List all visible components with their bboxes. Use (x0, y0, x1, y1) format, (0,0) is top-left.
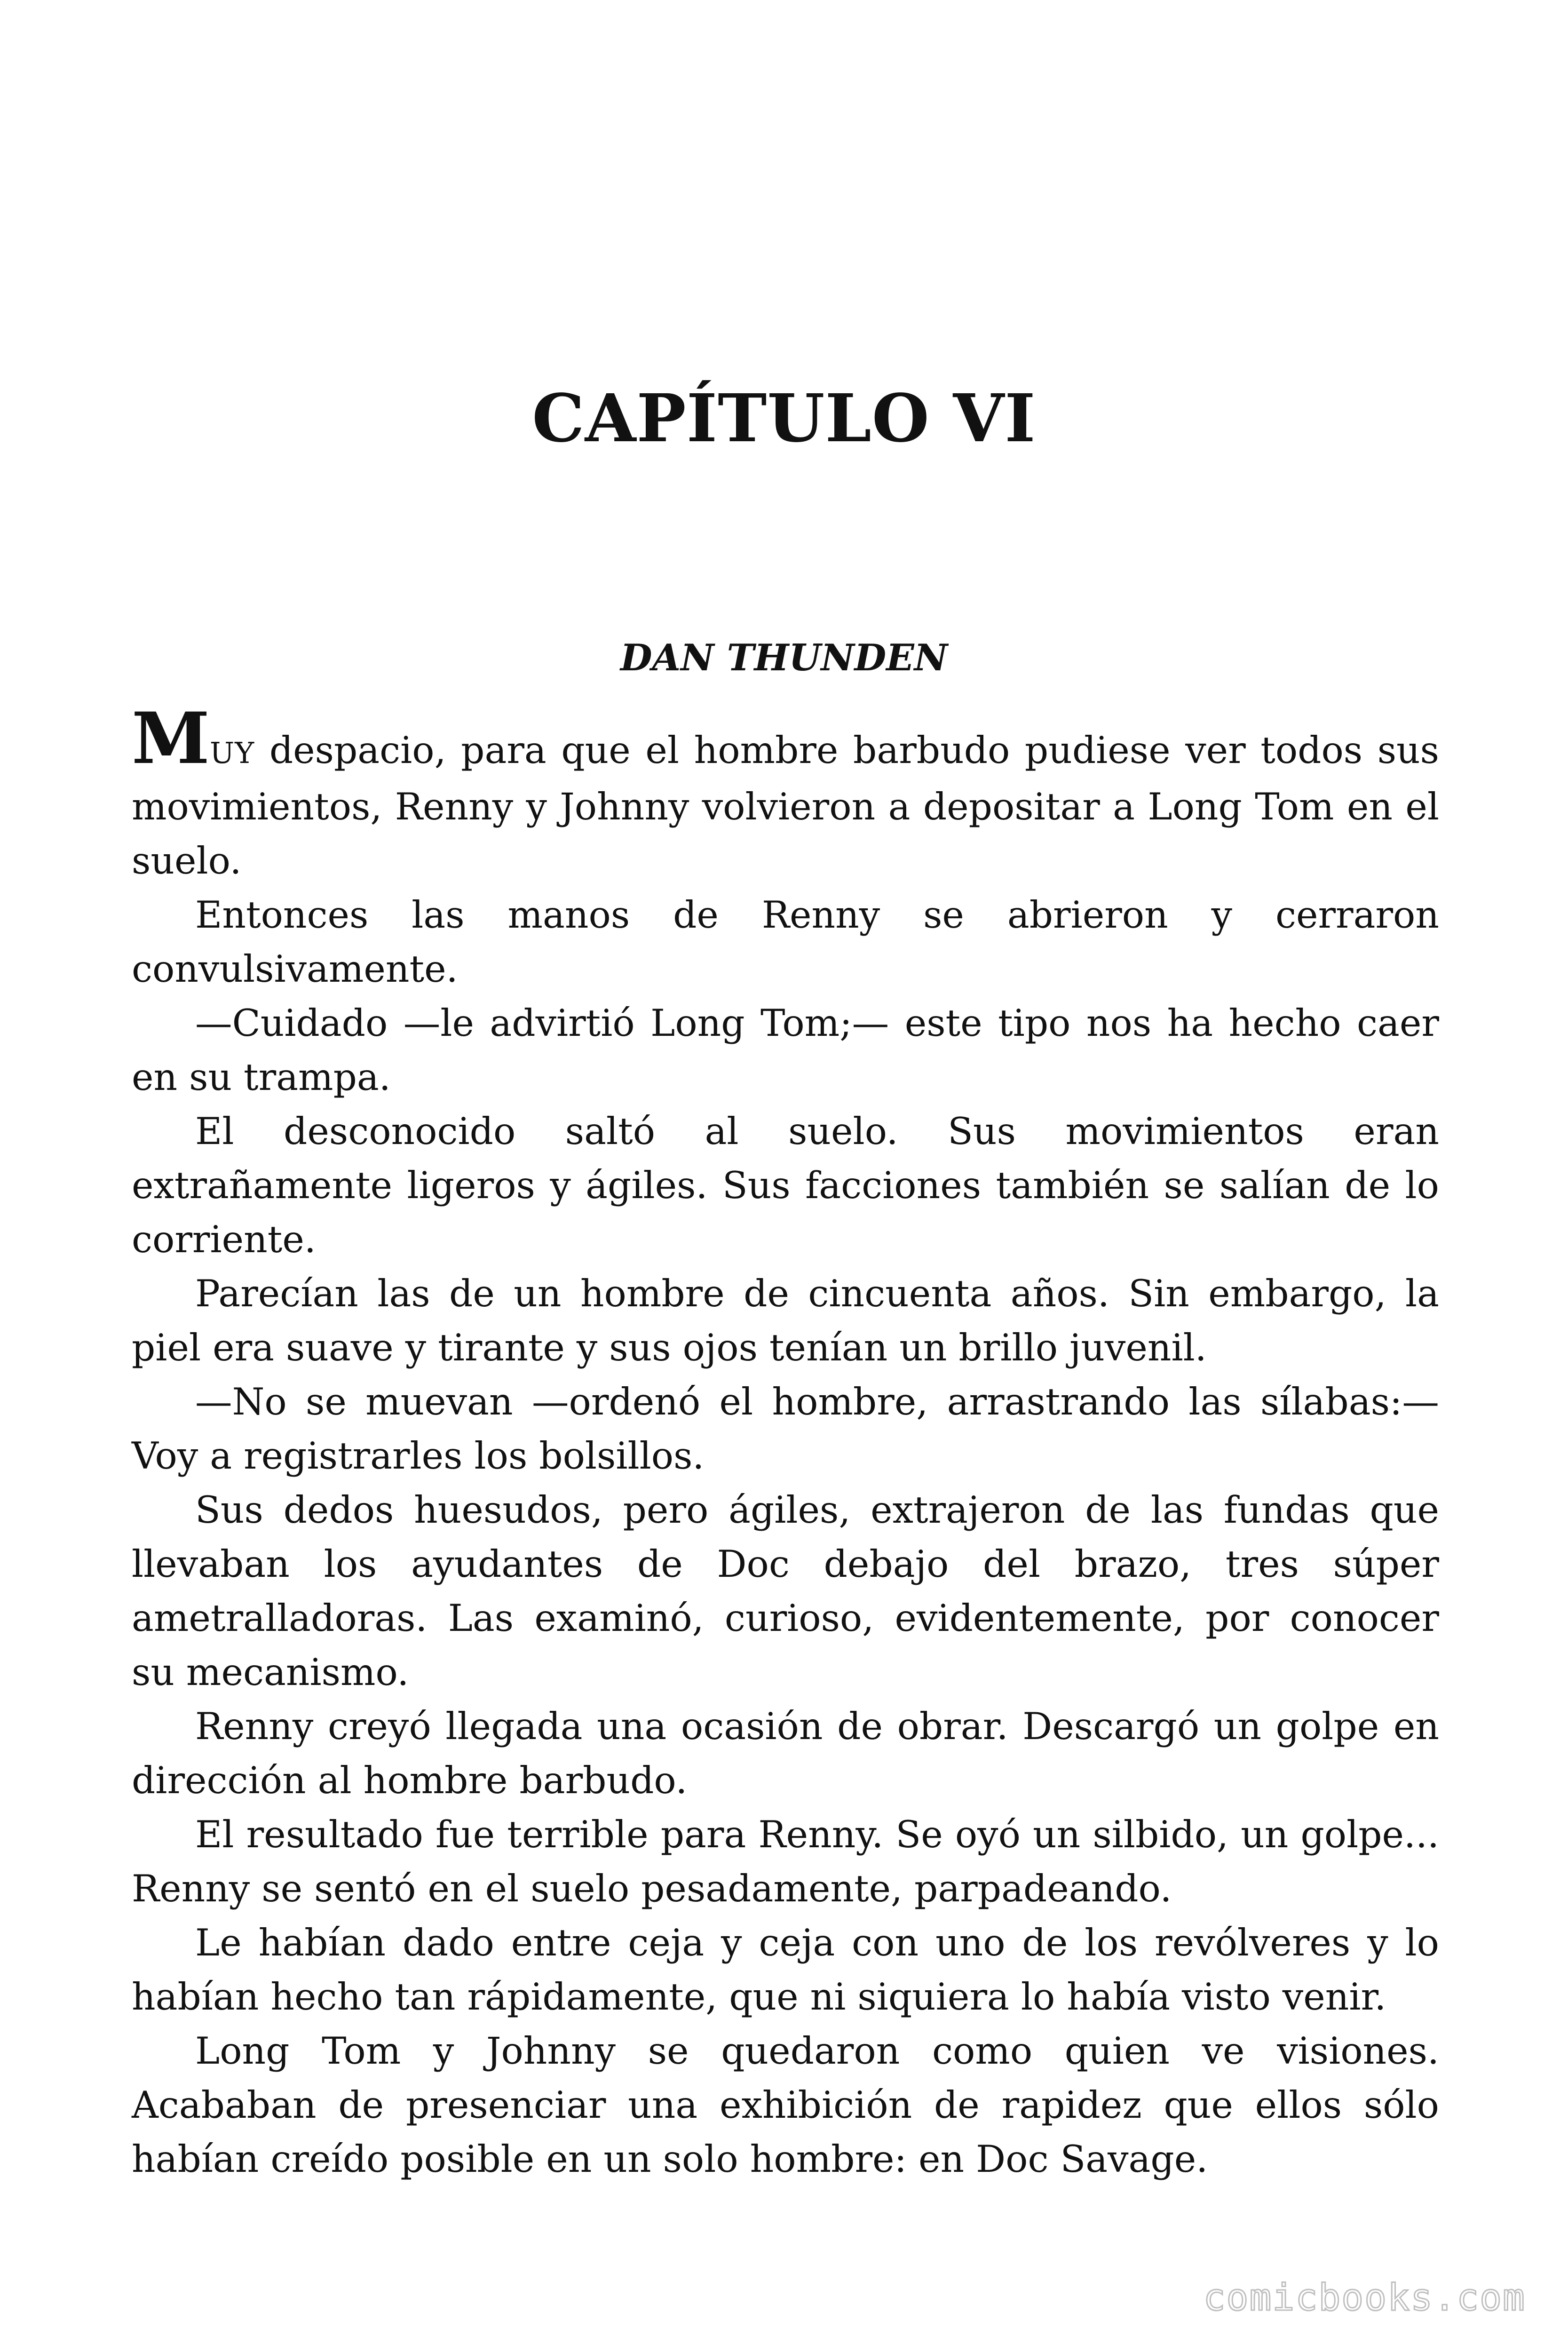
paragraph-10: Le habían dado entre ceja y ceja con uno de los revólveres y lo habían hecho tan rápidamente, que ni siquiera lo había visto venir. (132, 1921, 1439, 2018)
watermark: comicbooks.com (1203, 2277, 1526, 2319)
paragraph-7: Sus dedos huesudos, pero ágiles, extrajeron de las fundas que llevaban los ayudantes de Doc debajo del brazo, tres súper ametralladoras. Las examinó, curioso, evidentemente, por conocer su mecanismo. (132, 1488, 1439, 1694)
paragraph-9: El resultado fue terrible para Renny. Se oyó un silbido, un golpe... Renny se sentó en el suelo pesadamente, parpadeando. (132, 1813, 1439, 1910)
paragraph-8: Renny creyó llegada una ocasión de obrar. Descargó un golpe en dirección al hombre barbudo. (132, 1705, 1439, 1802)
paragraph-1 (132, 697, 1439, 888)
paragraph-5: Parecían las de un hombre de cincuenta años. Sin embargo, la piel era suave y tirante y sus ojos tenían un brillo juvenil. (132, 1272, 1439, 1369)
section-title: DAN THUNDEN (620, 636, 948, 679)
drop-cap: M (132, 697, 210, 780)
body-text (132, 697, 1439, 2186)
paragraph-6: —No se muevan —ordenó el hombre, arrastrando las sílabas:— Voy a registrarles los bolsillos. (132, 1380, 1439, 1478)
paragraph-3: —Cuidado —le advirtió Long Tom;— este tipo nos ha hecho caer en su trampa. (132, 1001, 1439, 1099)
chapter-title: CAPÍTULO VI (532, 380, 1036, 457)
small-caps-lead: UY (210, 736, 255, 770)
paragraph-4: El desconocido saltó al suelo. Sus movimientos eran extrañamente ligeros y ágiles. Sus facciones también se salían de lo corriente. (132, 1110, 1439, 1261)
paragraph-2: Entonces las manos de Renny se abrieron y cerraron convulsivamente. (132, 893, 1439, 991)
paragraph-11: Long Tom y Johnny se quedaron como quien ve visiones. Acababan de presenciar una exhibición de rapidez que ellos sólo habían creído posible en un solo hombre: en Doc Savage. (132, 2029, 1439, 2181)
paragraph-1-text: despacio, para que el hombre barbudo pudiese ver todos sus movimientos, Renny y Johnny volvieron a depositar a Long Tom en el suelo. (132, 729, 1439, 882)
